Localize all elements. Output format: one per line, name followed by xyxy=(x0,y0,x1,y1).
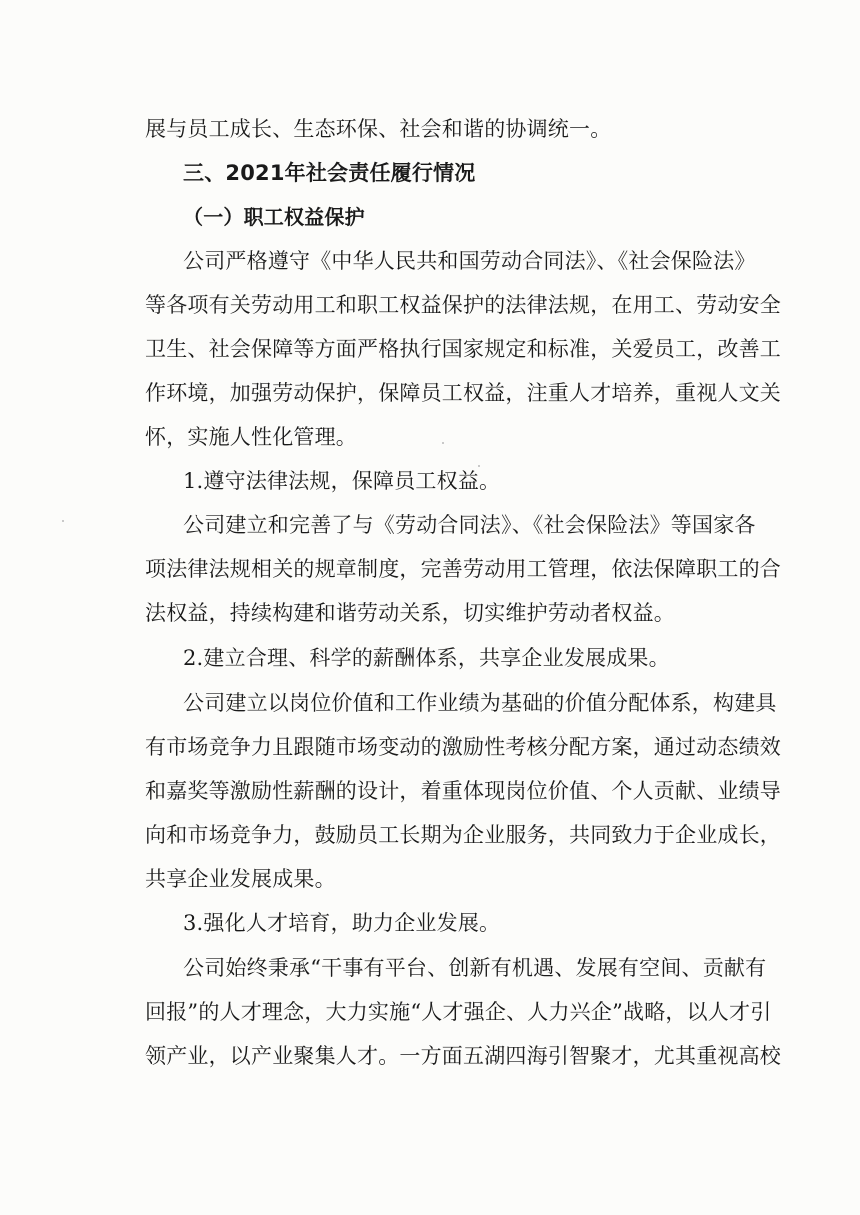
paragraph-line: 怀，实施人性化管理。 xyxy=(145,425,357,449)
paragraph-line: 共享企业发展成果。 xyxy=(145,867,336,891)
scan-speck xyxy=(62,520,64,522)
scan-speck xyxy=(442,442,444,444)
paragraph-line: 向和市场竞争力，鼓励员工长期为企业服务，共同致力于企业成长， xyxy=(145,823,781,847)
list-heading-3: 3.强化人才培育，助力企业发展。 xyxy=(183,911,501,935)
list-heading-1: 1.遵守法律法规，保障员工权益。 xyxy=(183,469,501,493)
paragraph-line: 领产业，以产业聚集人才。一方面五湖四海引智聚才，尤其重视高校 xyxy=(145,1044,781,1068)
paragraph-line: 作环境，加强劳动保护，保障员工权益，注重人才培养，重视人文关 xyxy=(145,381,781,405)
paragraph-line: 有市场竞争力且跟随市场变动的激励性考核分配方案，通过动态绩效 xyxy=(145,735,781,759)
paragraph-continuation: 展与员工成长、生态环保、社会和谐的协调统一。 xyxy=(145,117,612,141)
paragraph-line: 公司建立以岗位价值和工作业绩为基础的价值分配体系，构建具 xyxy=(183,691,777,715)
paragraph-line: 公司严格遵守《中华人民共和国劳动合同法》、《社会保险法》 xyxy=(183,249,756,273)
paragraph-line: 公司始终秉承“干事有平台、创新有机遇、发展有空间、贡献有 xyxy=(183,956,767,980)
scan-speck xyxy=(478,465,480,467)
paragraph-line: 卫生、社会保障等方面严格执行国家规定和标准，关爱员工，改善工 xyxy=(145,337,781,361)
subsection-heading: （一）职工权益保护 xyxy=(183,205,365,229)
paragraph-line: 项法律法规相关的规章制度，完善劳动用工管理，依法保障职工的合 xyxy=(145,557,781,581)
paragraph-line: 公司建立和完善了与《劳动合同法》、《社会保险法》等国家各 xyxy=(183,513,756,537)
paragraph-line: 法权益，持续构建和谐劳动关系，切实维护劳动者权益。 xyxy=(145,601,675,625)
paragraph-line: 和嘉奖等激励性薪酬的设计，着重体现岗位价值、个人贡献、业绩导 xyxy=(145,779,781,803)
list-heading-2: 2.建立合理、科学的薪酬体系，共享企业发展成果。 xyxy=(183,646,670,670)
paragraph-line: 回报”的人才理念，大力实施“人才强企、人力兴企”战略，以人才引 xyxy=(145,1000,772,1024)
paragraph-line: 等各项有关劳动用工和职工权益保护的法律法规，在用工、劳动安全 xyxy=(145,293,781,317)
section-heading: 三、2021年社会责任履行情况 xyxy=(183,161,476,185)
